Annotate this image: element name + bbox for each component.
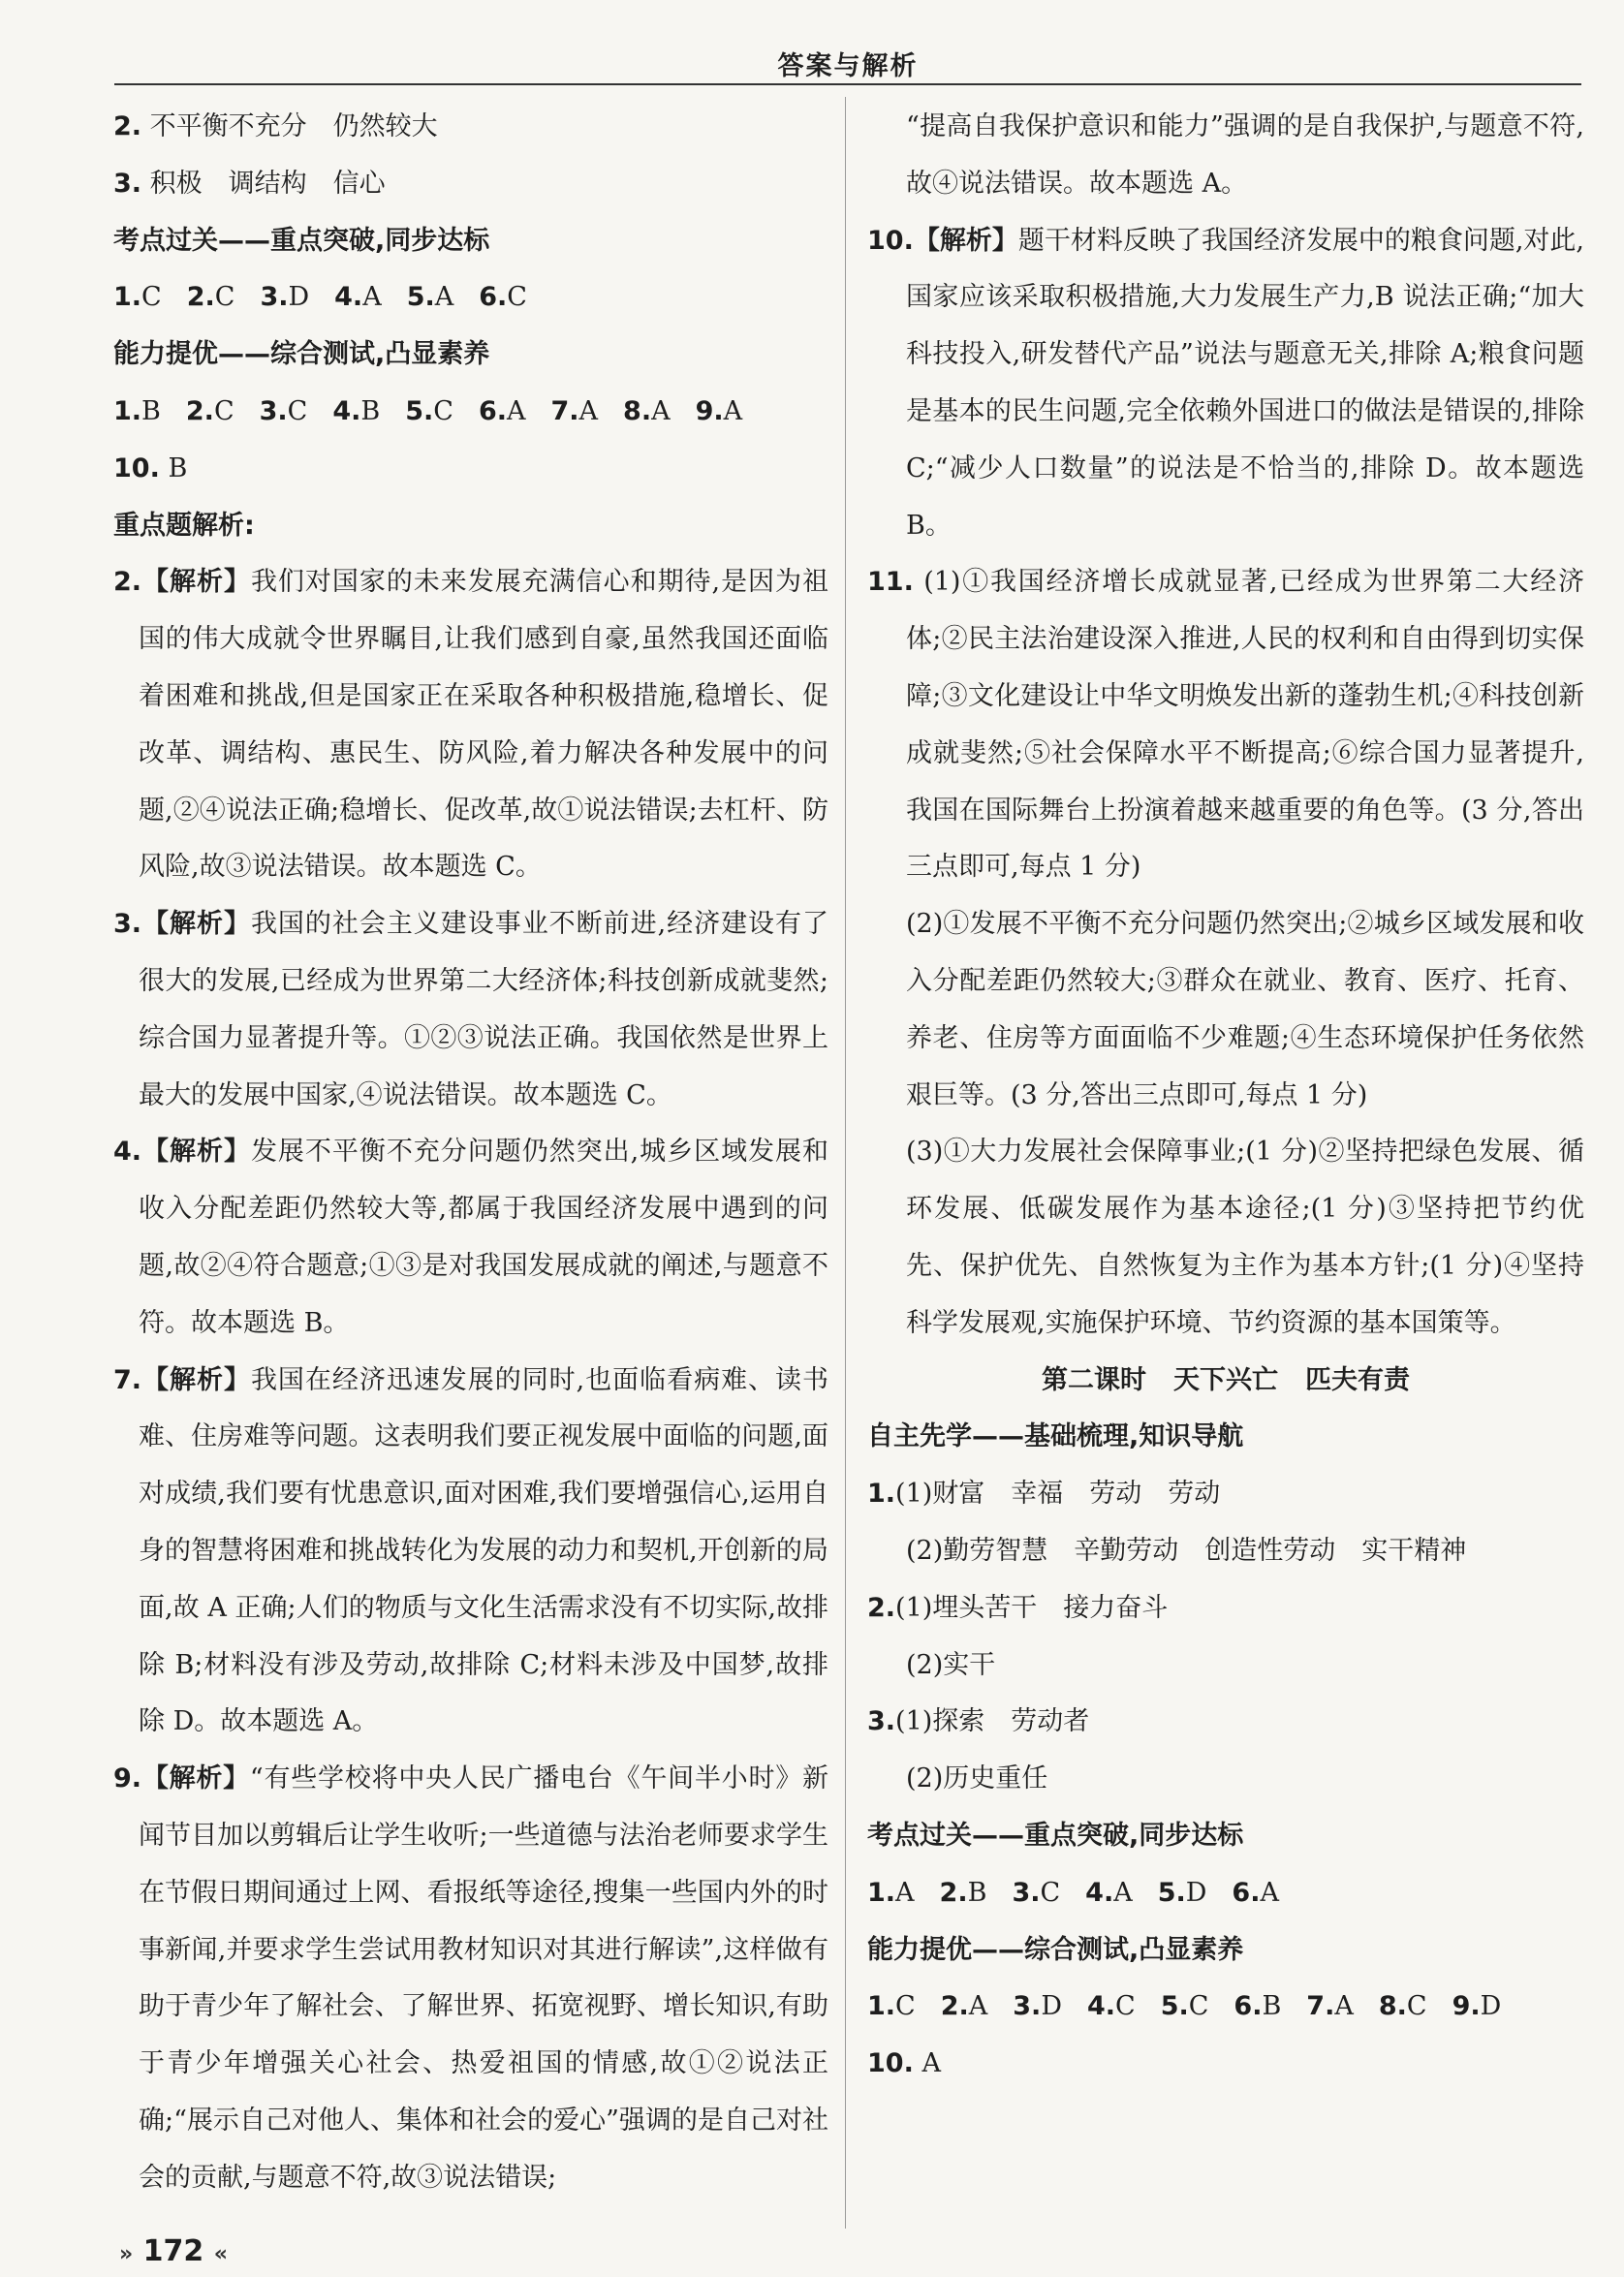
explanation-q11-part2: (2)①发展不平衡不充分问题仍然突出;②城乡区域发展和收入分配差距仍然较大;③群众在就业、教育、医疗、托育、养老、住房等方面面临不少难题;④生态环境保护任务依然艰巨等。(3 分,答出三点即可,每点 1 分) xyxy=(906,909,1584,1110)
answer-line: 1.(1)财富 幸福 劳动 劳动 xyxy=(867,1479,1221,1510)
answer-line: (2)历史重任 xyxy=(906,1763,1048,1794)
answer-row: 10. A xyxy=(867,2048,941,2079)
explanation-q2: 2.【解析】我们对国家的未来发展充满信心和期待,是因为祖国的伟大成就令世界瞩目,让我们感到自豪,虽然我国还面临着困难和挑战,但是国家正在采取各种积极措施,稳增长、促改革、调结构、惠民生、防风险,着力解决各种发展中的问题,②④说法正确;稳增长、促改革,故①说法错误;去杠杆、防风险,故③说法错误。故本题选 C。 xyxy=(113,567,829,883)
explanation-q3: 3.【解析】我国的社会主义建设事业不断前进,经济建设有了很大的发展,已经成为世界第二大经济体;科技创新成就斐然;综合国力显著提升等。①②③说法正确。我国依然是世界上最大的发展中国家,④说法错误。故本题选 C。 xyxy=(113,909,829,1110)
double-chevron-right-icon: » xyxy=(119,2242,134,2266)
page-number: 172 xyxy=(142,2234,204,2268)
left-column xyxy=(113,99,828,2206)
answer-line: 2.(1)埋头苦干 接力奋斗 xyxy=(867,1592,1169,1623)
explanation-q10: 10.【解析】题干材料反映了我国经济发展中的粮食问题,对此,国家应该采取积极措施,大力发展生产力,B 说法正确;“加大科技投入,研发替代产品”说法与题意无关,排除 A;粮食问题是基本的民生问题,完全依赖外国进口的做法是错误的,排除 C;“减少人口数量”的说法是不恰当的,排除 D。故本题选 B。 xyxy=(867,225,1585,541)
section-heading: 能力提优——综合测试,凸显素养 xyxy=(867,1934,1244,1965)
answer-line: (2)勤劳智慧 辛勤劳动 创造性劳动 实干精神 xyxy=(906,1535,1467,1566)
section-heading: 重点题解析: xyxy=(113,510,255,541)
explanation-q9: 9.【解析】“有些学校将中央人民广播电台《午间半小时》新闻节目加以剪辑后让学生收听;一些道德与法治老师要求学生在节假日期间通过上网、看报纸等途径,搜集一些国内外的时事新闻,并要求学生尝试用教材知识对其进行解读”,这样做有助于青少年了解社会、了解世界、拓宽视野、增长知识,有助于青少年增强关心社会、热爱祖国的情感,故①②说法正确;“展示自己对他人、集体和社会的爱心”强调的是自己对社会的贡献,与题意不符,故③说法错误; xyxy=(113,1763,828,2193)
answer-line: (2)实干 xyxy=(906,1649,996,1680)
answer-row: 1.C 2.C 3.D 4.A 5.A 6.C xyxy=(113,282,527,313)
page-footer xyxy=(119,2234,228,2268)
lesson-title: 第二课时 天下兴亡 匹夫有责 xyxy=(1042,1364,1410,1395)
double-chevron-left-icon: « xyxy=(213,2242,228,2266)
header-title: 答案与解析 xyxy=(777,51,919,81)
column-divider xyxy=(845,97,846,2229)
answer-line: 3.(1)探索 劳动者 xyxy=(867,1706,1090,1737)
section-heading: 自主先学——基础梳理,知识导航 xyxy=(867,1421,1244,1452)
answer-line: 2. 不平衡不充分 仍然较大 xyxy=(113,111,438,141)
section-heading: 考点过关——重点突破,同步达标 xyxy=(867,1820,1244,1851)
right-column xyxy=(867,99,1584,2093)
answer-row: 1.B 2.C 3.C 4.B 5.C 6.A 7.A 8.A 9.A xyxy=(113,395,743,426)
answer-row: 10. B xyxy=(113,452,188,483)
answer-row: 1.A 2.B 3.C 4.A 5.D 6.A xyxy=(867,1877,1279,1908)
explanation-q7: 7.【解析】我国在经济迅速发展的同时,也面临看病难、读书难、住房难等问题。这表明我们要正视发展中面临的问题,面对成绩,我们要有忧患意识,面对困难,我们要增强信心,运用自身的智慧将困难和挑战转化为发展的动力和契机,开创新的局面,故 A 正确;人们的物质与文化生活需求没有不切实际,故排除 B;材料没有涉及劳动,故排除 C;材料未涉及中国梦,故排除 D。故本题选 A。 xyxy=(113,1364,829,1737)
explanation-q11-part3: (3)①大力发展社会保障事业;(1 分)②坚持把绿色发展、循环发展、低碳发展作为基本途径;(1 分)③坚持把节约优先、保护优先、自然恢复为主作为基本方针;(1 分)④坚持科学发展观,实施保护环境、节约资源的基本国策等。 xyxy=(906,1137,1584,1338)
answer-row: 1.C 2.A 3.D 4.C 5.C 6.B 7.A 8.C 9.D xyxy=(867,1991,1502,2022)
section-heading: 考点过关——重点突破,同步达标 xyxy=(113,225,490,256)
page-header xyxy=(114,41,1581,85)
explanation-q11-part1: 11. (1)①我国经济增长成就显著,已经成为世界第二大经济体;②民主法治建设深入推进,人民的权利和自由得到切实保障;③文化建设让中华文明焕发出新的蓬勃生机;④科技创新成就斐然;⑤社会保障水平不断提高;⑥综合国力显著提升,我国在国际舞台上扮演着越来越重要的角色等。(3 分,答出三点即可,每点 1 分) xyxy=(867,567,1584,883)
explanation-q4: 4.【解析】发展不平衡不充分问题仍然突出,城乡区域发展和收入分配差距仍然较大等,都属于我国经济发展中遇到的问题,故②④符合题意;①③是对我国发展成就的阐述,与题意不符。故本题选 B。 xyxy=(113,1137,829,1338)
section-heading: 能力提优——综合测试,凸显素养 xyxy=(113,339,490,370)
explanation-q9-continued: “提高自我保护意识和能力”强调的是自我保护,与题意不符,故④说法错误。故本题选 A。 xyxy=(906,111,1584,199)
answer-line: 3. 积极 调结构 信心 xyxy=(113,168,386,199)
